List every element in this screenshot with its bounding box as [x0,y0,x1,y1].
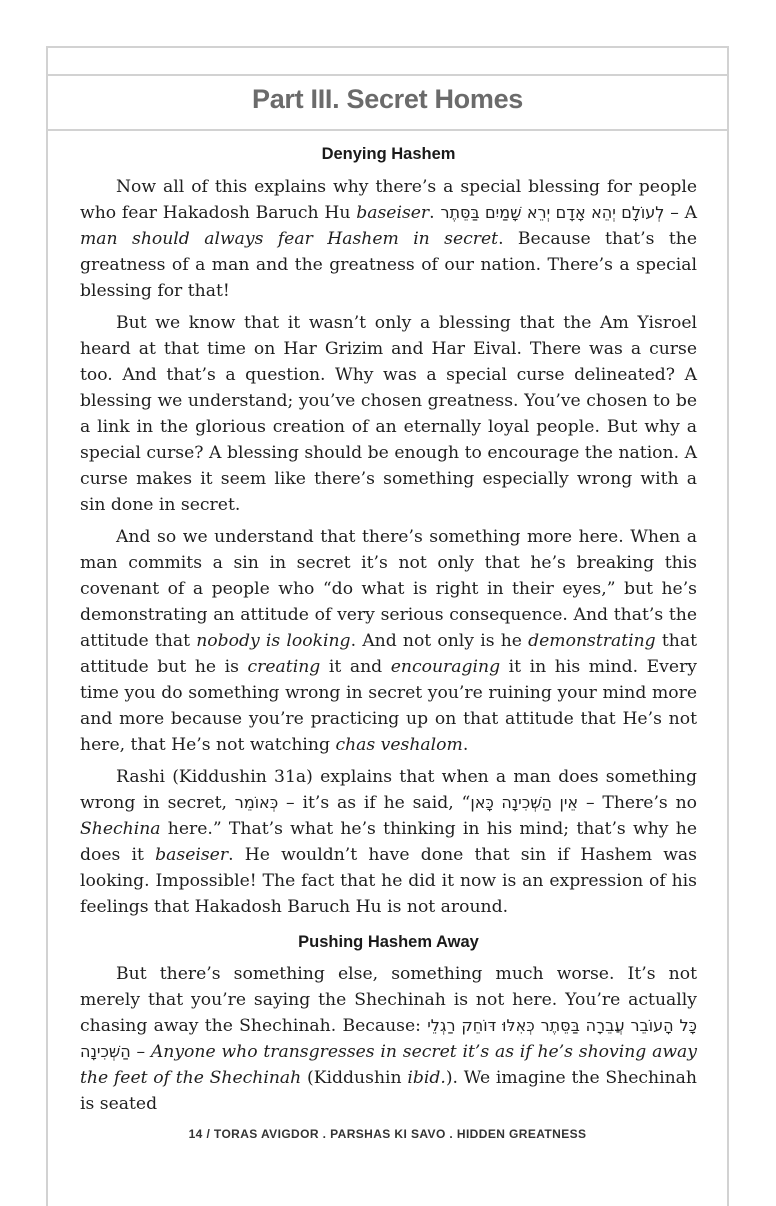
text-run: – [130,1042,151,1062]
text-run: that attitude but he is [80,631,698,677]
italic-text: demonstrating [528,631,656,651]
italic-text: baseiser [356,203,430,223]
text-run: . He wouldn’t have done that sin if Hashem was looking. Impossible! The fact that he did it now is an expression of his feelings that Hakadosh Baruch Hu is not around. [80,845,697,917]
text-run: . [429,203,441,223]
italic-text: Shechina [80,819,161,839]
italic-text: creating [247,657,321,677]
paragraph [80,524,697,758]
section-heading-pushing-hashem-away: Pushing Hashem Away [298,933,479,951]
italic-text: man should always fear Hashem in secret [80,229,499,249]
text-run: . [462,735,469,755]
top-rule [46,74,729,76]
text-run: it and [320,657,391,677]
italic-text: baseiser [155,845,229,865]
italic-text: encouraging [390,657,501,677]
text-run: ). We imagine the Shechinah is seated [80,1068,697,1114]
section-body-pushing-hashem-away [80,961,697,1123]
hebrew-text: כְּאוֹמֵר [234,793,279,812]
italic-text: chas veshalom [335,735,463,755]
italic-text: ibid. [407,1068,446,1088]
text-run: And so we understand that there’s something more here. When a man commits a sin in secret it’s not only that he’s breaking this covenant of a people who “do what is right in their eyes,” but he’s demonstrating an attitude of very serious consequence. And that’s the attitude that [80,527,697,651]
title-rule [46,129,729,131]
paragraph [80,961,697,1117]
text-run: – it’s as if he said, “ [278,793,471,813]
text-run: – A [664,203,698,223]
page-title: Part III. Secret Homes [251,84,524,114]
italic-text: Anyone who transgresses in secret it’s as if he’s shoving away the feet of the Shechinah [80,1042,697,1088]
paragraph [80,764,697,920]
text-run: But we know that it wasn’t only a blessing that the Am Yisroel heard at that time on Har Grizim and Har Eival. There was a curse too. And that’s a question. Why was a special curse delineated? A blessing we understand; you’ve chosen greatness. You’ve chosen to be a link in the glorious creation of an eternally loyal people. But why a special curse? A blessing should be enough to encourage the nation. A curse makes it seem like there’s something especially wrong with a sin done in secret. [80,313,697,515]
paragraph [80,310,697,518]
paragraph [80,174,697,304]
text-run: it in his mind. Every time you do something wrong in secret you’re ruining your mind more and more because you’re practicing up on that attitude that He’s not here, that He’s not watching [80,657,697,755]
text-run: – There’s no [578,793,698,813]
page-footer: 14 / TORAS AVIGDOR . PARSHAS KI SAVO . HIDDEN GREATNESS [188,1127,587,1141]
italic-text: nobody is looking [196,631,351,651]
text-run: . And not only is he [350,631,529,651]
text-run: Now all of this explains why there’s a special blessing for people who fear Hakadosh Baruch Hu [80,177,697,223]
text-run: here.” That’s what he’s thinking in his mind; that’s why he does it [80,819,697,865]
section-heading-denying-hashem: Denying Hashem [321,145,456,163]
section-body-denying-hashem [80,174,697,926]
text-run: Rashi (Kiddushin 31a) explains that when a man does something wrong in secret, [80,767,697,813]
text-run: . Because that’s the greatness of a man and the greatness of our nation. There’s a special blessing for that! [80,229,697,301]
text-run: But there’s something else, something much worse. It’s not merely that you’re saying the Shechinah is not here. You’re actually chasing away the Shechinah. Because: [80,964,697,1036]
text-run: (Kiddushin [301,1068,408,1088]
hebrew-text: לְעוֹלָם יְהֵא אָדָם יְרֵא שָׁמַיִם בַּסֵּתֶר [440,203,665,222]
hebrew-text: אֵין הַשְּׁכִינָה כָּאן [470,793,579,812]
hebrew-text: כָּל הָעוֹבֵר עֲבֵרָה בַּסֵּתֶר כְּאִלּוּ דּוֹחֵק רַגְלֵי הַשְּׁכִינָה [80,1016,697,1061]
